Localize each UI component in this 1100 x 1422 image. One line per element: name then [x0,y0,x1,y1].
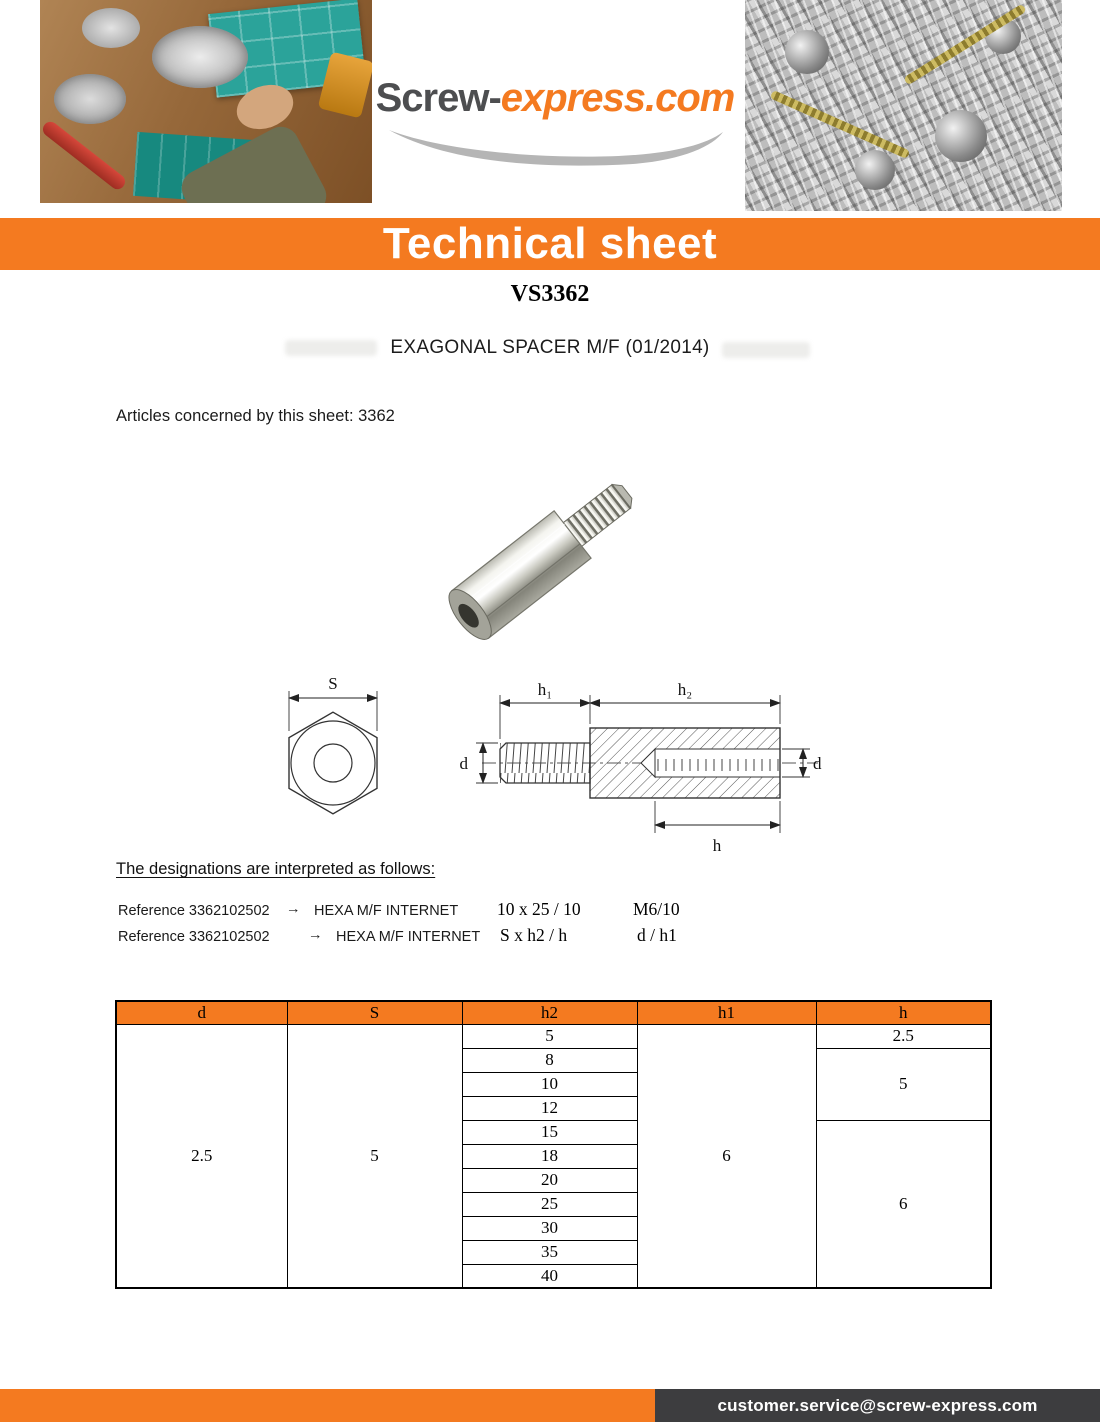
table-header-row [116,1001,991,1024]
section-side-view [460,680,823,855]
reference-1-extra: M6/10 [633,899,680,919]
logo-part-com: .com [645,76,735,120]
hex-front-view [289,674,377,814]
screw-pile-2 [54,74,126,124]
header-h2: h2 [462,1001,637,1024]
reference-2-arrow-icon: → [308,927,323,943]
header-d: d [116,1001,287,1024]
footer-contact-block [655,1389,1100,1422]
screws-photo [745,0,1062,211]
reference-1-arrow-icon: → [286,901,301,917]
dimensions-table [115,1000,992,1289]
red-tool [40,119,128,192]
product-photo [395,450,715,650]
screw-head [785,30,829,74]
cell-h2-5: 18 [462,1144,637,1168]
cell-h2-6: 20 [462,1168,637,1192]
screw-head [855,150,895,190]
cell-h2-9: 35 [462,1240,637,1264]
cell-d: 2.5 [116,1024,287,1288]
gold-screw [770,90,911,159]
dim-label-d-right: d [813,754,822,773]
screw-pile [152,26,248,88]
articles-note: Articles concerned by this sheet: 3362 [116,407,395,425]
table-row [116,1024,991,1048]
cell-h2-7: 25 [462,1192,637,1216]
logo-part-screw: Screw- [375,76,501,120]
dim-label-h1: h₁ [537,680,553,699]
technical-sheet-banner [0,218,1100,270]
cell-h2-10: 40 [462,1264,637,1288]
cell-h-group-2: 6 [816,1120,991,1288]
document-code: VS3362 [510,281,590,307]
dim-label-s: S [328,674,338,693]
cell-h2-2: 10 [462,1072,637,1096]
screw-pile-3 [82,8,140,48]
reference-1-dims: 10 x 25 / 10 [497,899,581,919]
reference-2-name: HEXA M/F INTERNET [336,929,481,945]
cell-h-group-0: 2.5 [816,1024,991,1048]
screw-head [935,110,987,162]
hex-spacer-render [441,468,645,646]
header-h: h [816,1001,991,1024]
cell-h-group-1: 5 [816,1048,991,1120]
cell-h2-0: 5 [462,1024,637,1048]
reference-2-label: Reference 3362102502 [118,929,270,945]
workbench-photo [40,0,372,203]
banner-title: Technical sheet [382,219,718,268]
cell-h2-8: 30 [462,1216,637,1240]
cell-h1: 6 [637,1024,816,1288]
brand-logo [375,76,735,121]
reference-1-name: HEXA M/F INTERNET [314,903,459,919]
cell-s: 5 [287,1024,462,1288]
dim-label-h: h [712,836,722,855]
header-h1: h1 [637,1001,816,1024]
dim-label-h2: h₂ [677,680,693,699]
header-s: S [287,1001,462,1024]
logo-swoosh-icon [383,126,727,174]
document-subtitle: EXAGONAL SPACER M/F (01/2014) [390,337,710,358]
cell-h2-3: 12 [462,1096,637,1120]
cell-h2-4: 15 [462,1120,637,1144]
reference-2-extra: d / h1 [637,925,677,945]
designations-heading: The designations are interpreted as follows: [116,860,436,878]
contact-email: customer.service@screw-express.com [717,1395,1038,1415]
reference-2-dims: S x h2 / h [500,925,568,945]
technical-drawing [230,653,830,865]
reference-1-label: Reference 3362102502 [118,903,270,919]
logo-part-express: express [500,76,646,120]
cell-h2-1: 8 [462,1048,637,1072]
dim-label-d-left: d [459,754,468,773]
